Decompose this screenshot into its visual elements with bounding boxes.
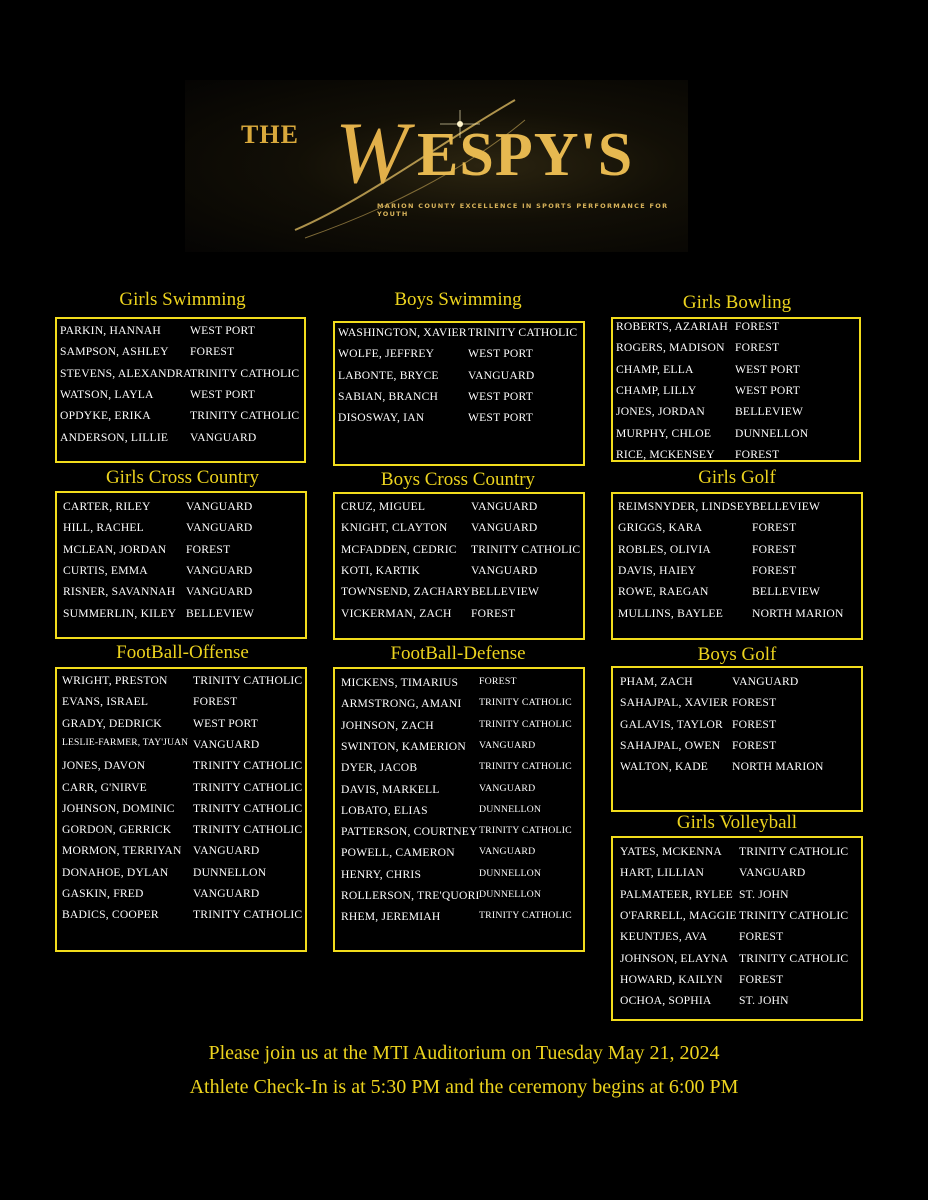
school-name: WEST PORT	[735, 362, 800, 376]
school-name: TRINITY CATHOLIC	[479, 718, 572, 730]
school-name: TRINITY CATHOLIC	[193, 908, 303, 922]
school-name: VANGUARD	[479, 846, 536, 858]
logo-tagline: MARION COUNTY EXCELLENCE IN SPORTS PERFORMANCE FOR YOUTH	[377, 202, 669, 218]
school-name: FOREST	[479, 676, 517, 687]
school-name: WEST PORT	[193, 716, 258, 730]
athlete-name: ROBERTS, AZARIAH	[616, 320, 729, 333]
school-name: FOREST	[752, 521, 797, 535]
school-name: VANGUARD	[479, 739, 536, 751]
school-name: WEST PORT	[468, 389, 533, 403]
section-title: Boys Golf	[697, 644, 777, 665]
school-name: VANGUARD	[186, 500, 253, 513]
athlete-name: KNIGHT, CLAYTON	[341, 521, 448, 535]
school-name: TRINITY CATHOLIC	[193, 823, 303, 837]
athlete-name: WALTON, KADE	[620, 760, 709, 774]
school-name: VANGUARD	[732, 675, 799, 688]
section-title: Girls Cross Country	[105, 467, 260, 488]
athlete-name: MCFADDEN, CEDRIC	[341, 542, 457, 556]
school-name: BELLEVIEW	[752, 500, 821, 513]
school-name: TRINITY CATHOLIC	[193, 801, 303, 815]
school-name: TRINITY CATHOLIC	[739, 908, 849, 922]
school-name: VANGUARD	[479, 782, 536, 794]
athlete-name: GORDON, GERRICK	[62, 823, 172, 837]
athlete-name: GRADY, DEDRICK	[62, 716, 162, 730]
school-name: NORTH MARION	[752, 606, 844, 620]
school-name: FOREST	[735, 447, 780, 461]
section-title: Girls Bowling	[682, 292, 792, 313]
school-name: WEST PORT	[468, 347, 533, 361]
section-title: Boys Cross Country	[380, 469, 536, 490]
athlete-name: VICKERMAN, ZACH	[341, 606, 452, 620]
athlete-name: EVANS, ISRAEL	[62, 695, 149, 709]
athlete-name: MURPHY, CHLOE	[616, 426, 712, 440]
school-name: TRINITY CATHOLIC	[190, 366, 300, 380]
athlete-name: ARMSTRONG, AMANI	[341, 697, 462, 711]
section-title: Girls Volleyball	[676, 812, 798, 833]
section-title: Girls Golf	[698, 467, 776, 488]
athlete-name: CARR, G'NIRVE	[62, 780, 147, 794]
school-name: ST. JOHN	[739, 994, 789, 1008]
athlete-name: STEVENS, ALEXANDRA	[60, 366, 192, 380]
athlete-name: DAVIS, MARKELL	[341, 782, 440, 796]
athlete-name: ROBLES, OLIVIA	[618, 542, 711, 556]
school-name: VANGUARD	[186, 563, 253, 577]
school-name: FOREST	[732, 738, 777, 752]
school-name: VANGUARD	[193, 887, 260, 900]
school-name: DUNNELLON	[479, 889, 542, 900]
athlete-name: KOTI, KARTIK	[341, 563, 420, 577]
athlete-name: RHEM, JEREMIAH	[341, 910, 441, 924]
school-name: VANGUARD	[190, 430, 257, 444]
school-name: FOREST	[735, 320, 780, 333]
school-name: FOREST	[186, 542, 231, 556]
athlete-name: SAHAJPAL, OWEN	[620, 738, 721, 752]
athlete-name: JOHNSON, ELAYNA	[620, 951, 729, 965]
school-name: WEST PORT	[735, 383, 800, 397]
athlete-name: PATTERSON, COURTNEY	[341, 825, 478, 839]
school-name: TRINITY CATHOLIC	[193, 674, 303, 687]
athlete-name: OCHOA, SOPHIA	[620, 994, 712, 1008]
athlete-name: LABONTE, BRYCE	[338, 368, 439, 382]
athlete-name: JOHNSON, DOMINIC	[62, 801, 175, 815]
logo-w-letter: W	[335, 105, 409, 202]
athlete-name: CRUZ, MIGUEL	[341, 500, 426, 513]
athlete-name: RISNER, SAVANNAH	[63, 585, 176, 599]
athlete-name: GALAVIS, TAYLOR	[620, 717, 723, 731]
school-name: VANGUARD	[739, 866, 806, 880]
school-name: FOREST	[752, 542, 797, 556]
athlete-name: CHAMP, LILLY	[616, 383, 697, 397]
athlete-name: MORMON, TERRIYAN	[62, 844, 182, 858]
athlete-name: CURTIS, EMMA	[63, 563, 148, 577]
athlete-name: PHAM, ZACH	[620, 675, 693, 688]
athlete-name: O'FARRELL, MAGGIE	[620, 908, 737, 922]
school-name: TRINITY CATHOLIC	[479, 761, 572, 773]
school-name: ST. JOHN	[739, 887, 789, 901]
athlete-name: ANDERSON, LILLIE	[60, 430, 169, 444]
athlete-name: ROWE, RAEGAN	[618, 585, 709, 599]
school-name: DUNNELLON	[479, 867, 542, 879]
school-name: VANGUARD	[193, 844, 260, 858]
school-name: VANGUARD	[468, 368, 535, 382]
section-title: FootBall-Offense	[116, 642, 249, 663]
athlete-name: TOWNSEND, ZACHARY	[341, 585, 471, 599]
school-name: TRINITY CATHOLIC	[479, 910, 572, 922]
school-name: FOREST	[732, 717, 777, 731]
athlete-name: DISOSWAY, IAN	[338, 411, 425, 425]
section-title: FootBall-Defense	[390, 643, 526, 664]
school-name: TRINITY CATHOLIC	[471, 542, 581, 556]
school-name: VANGUARD	[471, 563, 538, 577]
athlete-name: WOLFE, JEFFREY	[338, 347, 435, 361]
athlete-name: MULLINS, BAYLEE	[618, 606, 723, 620]
school-name: WEST PORT	[190, 387, 255, 401]
event-location-text: Please join us at the MTI Auditorium on Tuesday May 21, 2024	[208, 1042, 720, 1064]
athlete-name: KEUNTJES, AVA	[620, 930, 708, 944]
school-name: FOREST	[471, 606, 516, 620]
athlete-name: MICKENS, TIMARIUS	[341, 676, 459, 689]
athlete-name: CARTER, RILEY	[63, 500, 151, 513]
school-name: DUNNELLON	[735, 426, 809, 440]
school-name: VANGUARD	[186, 585, 253, 599]
athlete-name: LESLIE-FARMER, TAY'JUAN	[62, 737, 189, 748]
athlete-name: ROGERS, MADISON	[616, 341, 725, 355]
school-name: WEST PORT	[190, 324, 255, 337]
school-name: FOREST	[739, 930, 784, 944]
athlete-name: HOWARD, KAILYN	[620, 972, 723, 986]
section-title: Girls Swimming	[119, 289, 246, 310]
school-name: FOREST	[732, 696, 777, 710]
school-name: BELLEVIEW	[186, 606, 255, 620]
athlete-name: HENRY, CHRIS	[341, 867, 422, 881]
athlete-name: SAMPSON, ASHLEY	[60, 345, 169, 359]
school-name: DUNNELLON	[193, 865, 267, 879]
athlete-name: PALMATEER, RYLEE	[620, 887, 733, 901]
athlete-name: WRIGHT, PRESTON	[62, 674, 168, 687]
athlete-name: LOBATO, ELIAS	[341, 803, 428, 817]
school-name: FOREST	[190, 345, 235, 359]
athlete-name: REIMSNYDER, LINDSEY	[618, 500, 753, 513]
school-name: BELLEVIEW	[752, 585, 821, 599]
school-name: NORTH MARION	[732, 760, 824, 774]
athlete-name: MCLEAN, JORDAN	[63, 542, 167, 556]
school-name: TRINITY CATHOLIC	[739, 951, 849, 965]
athlete-name: SABIAN, BRANCH	[338, 389, 439, 403]
athlete-name: GASKIN, FRED	[62, 887, 144, 900]
school-name: VANGUARD	[471, 521, 538, 535]
athlete-name: JONES, DAVON	[62, 759, 146, 773]
school-name: TRINITY CATHOLIC	[479, 825, 572, 837]
wespys-logo	[185, 80, 688, 252]
athlete-name: ROLLERSON, TRE'QUORI	[341, 889, 480, 902]
athlete-name: SWINTON, KAMERION	[341, 739, 466, 753]
athlete-name: HART, LILLIAN	[620, 866, 705, 880]
athlete-name: SAHAJPAL, XAVIER	[620, 696, 729, 710]
athlete-name: HILL, RACHEL	[63, 521, 144, 535]
athlete-name: WASHINGTON, XAVIER	[338, 326, 467, 339]
athlete-name: CHAMP, ELLA	[616, 362, 694, 376]
athlete-name: GRIGGS, KARA	[618, 521, 703, 535]
school-name: TRINITY CATHOLIC	[468, 326, 578, 339]
athlete-name: SUMMERLIN, KILEY	[63, 606, 177, 620]
school-name: VANGUARD	[471, 500, 538, 513]
event-time-text: Athlete Check-In is at 5:30 PM and the ceremony begins at 6:00 PM	[189, 1076, 739, 1098]
school-name: TRINITY CATHOLIC	[479, 697, 572, 709]
athlete-name: DYER, JACOB	[341, 761, 418, 775]
school-name: VANGUARD	[186, 521, 253, 535]
school-name: FOREST	[193, 695, 238, 709]
school-name: TRINITY CATHOLIC	[193, 780, 303, 794]
school-name: TRINITY CATHOLIC	[190, 409, 300, 423]
athlete-name: PARKIN, HANNAH	[60, 324, 161, 337]
logo-espys-text: ESPY'S	[417, 121, 634, 189]
athlete-name: JOHNSON, ZACH	[341, 718, 434, 732]
school-name: TRINITY CATHOLIC	[193, 759, 303, 773]
athlete-name: WATSON, LAYLA	[60, 387, 154, 401]
athlete-name: JONES, JORDAN	[616, 405, 705, 419]
athlete-name: BADICS, COOPER	[62, 908, 159, 922]
section-title: Boys Swimming	[394, 289, 522, 310]
school-name: FOREST	[739, 972, 784, 986]
school-name: FOREST	[752, 563, 797, 577]
school-name: TRINITY CATHOLIC	[739, 845, 849, 858]
athlete-name: DAVIS, HAIEY	[618, 563, 697, 577]
school-name: BELLEVIEW	[735, 405, 804, 419]
athlete-name: POWELL, CAMERON	[341, 846, 455, 860]
athlete-name: RICE, MCKENSEY	[616, 447, 715, 461]
athlete-name: DONAHOE, DYLAN	[62, 865, 169, 879]
athlete-name: OPDYKE, ERIKA	[60, 409, 151, 423]
athlete-name: YATES, MCKENNA	[620, 845, 722, 858]
school-name: BELLEVIEW	[471, 585, 540, 599]
school-name: DUNNELLON	[479, 803, 542, 815]
school-name: WEST PORT	[468, 411, 533, 425]
logo-the-text: THE	[241, 120, 299, 149]
school-name: VANGUARD	[193, 737, 260, 751]
school-name: FOREST	[735, 341, 780, 355]
